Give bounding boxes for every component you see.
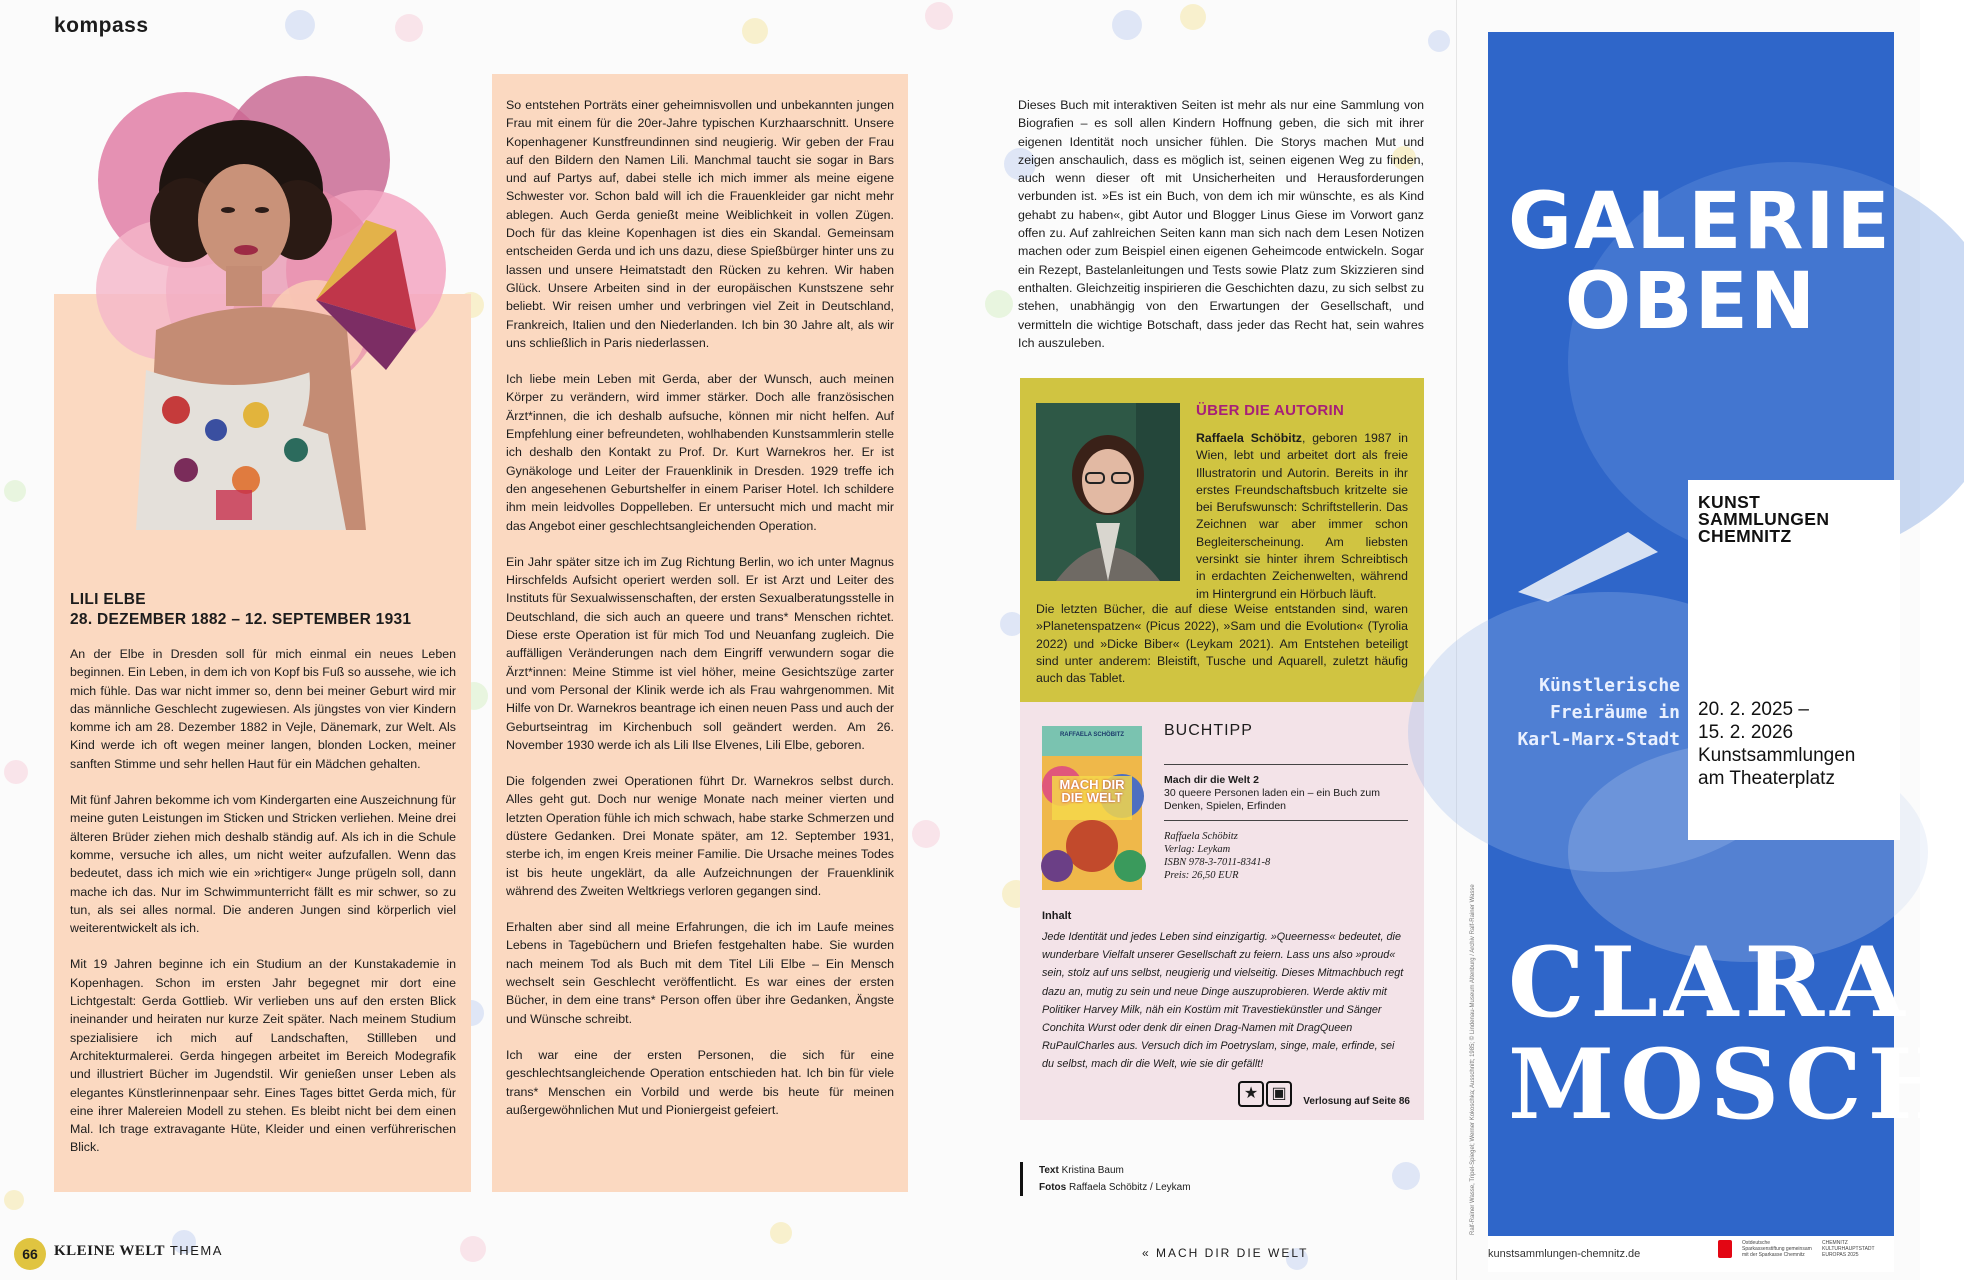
artist-name: [1508, 926, 1964, 1141]
article-column-2: [506, 96, 894, 1137]
paragraph: Ein Jahr später sitze ich im Zug Richtung Berlin, wo ich unter Magnus Hirschfelds Aufsicht operiert werden soll. Er ist Arzt und Leiter des Instituts für Sexualwissenschaften, der ersten Sexualberatungsstelle in Deutschland, die sich auch an queere und trans* Menschen richtet. Diese erste Operation ist für mich Tod und Neuanfang zugleich. Die auffälligen Veränderungen nach dem Eingriff verwundern sogar die Ärzt*innen: Meine Stimme ist viel höher, meine Gesichtszüge zarter und vom Personal der Klinik werde ich als Frau wahrgenommen. Mit Hilfe von Dr. Warnekros beantrage ich einen neuen Pass und auch der Geburtseintrag im Kirchenbuch soll geändert werden. Am 26. November 1930 werde ich als Lili Ilse Elvenes, Lili Elbe, geboren.: [506, 554, 894, 752]
exhibition-title-line: Karl-Marx-Stadt: [1517, 729, 1680, 750]
article-column-1: [70, 645, 456, 1175]
buchtipp-box: [1020, 702, 1424, 1120]
verlosung-icons: [1238, 1081, 1292, 1107]
ad-headline-line1: GALERIE: [1508, 177, 1892, 267]
ad-headline: [1508, 177, 1892, 347]
exhibition-title: [1488, 672, 1680, 753]
page-number: 66: [14, 1238, 46, 1270]
institution-line: KUNST: [1698, 492, 1761, 512]
credit-photo-label: Fotos: [1039, 1182, 1067, 1193]
exhibition-title-line: Künstlerische: [1539, 675, 1680, 696]
ad-sponsor-logos: [1718, 1240, 1892, 1258]
partner-text: CHEMNITZ KULTURHAUPTSTADT EUROPAS 2025: [1822, 1240, 1875, 1258]
divider: [1164, 764, 1408, 765]
magazine-logo-text: kompass: [54, 14, 149, 37]
author-box-title: ÜBER DIE AUTORIN: [1196, 402, 1345, 419]
book-author: Raffaela Schöbitz: [1164, 831, 1238, 842]
book-cover-title: MACH DIR DIE WELT: [1059, 777, 1125, 805]
credit-text-value: Kristina Baum: [1061, 1165, 1124, 1176]
author-name: Raffaela Schöbitz: [1196, 431, 1302, 445]
verlosung-note: Verlosung auf Seite 86: [1303, 1096, 1410, 1107]
artist-name-line1: CLARA: [1508, 926, 1911, 1039]
book-meta: [1164, 830, 1270, 882]
footer-brand: KLEINE WELT: [54, 1243, 165, 1259]
person-dates: 28. DEZEMBER 1882 – 12. SEPTEMBER 1931: [70, 611, 412, 628]
author-photo: [1036, 403, 1180, 581]
artist-name-line2: MOSCH: [1508, 1028, 1964, 1141]
book-title: Mach dir die Welt 2: [1164, 774, 1259, 786]
ad-headline-line2: OBEN: [1564, 257, 1818, 347]
ad-image-credit: Ralf-Rainer Wasse, Tripel-Spiegel; Werner Kokoschka; Ausschnitt; 1985; © Lindenau-Museum Altenburg / Archiv Ralf-Rainer Wasse: [1470, 884, 1476, 1235]
paragraph: Mit 19 Jahren beginne ich ein Studium an der Kunstakademie in Kopenhagen. Schon im ersten Jahr begegnet mir dort eine Lichtgestalt: Gerda Gottlieb. Wir verlieben uns auf den ersten Blick ineinander und heiraten nur kurze Zeit später. Nach meinem Studium spezialisiere ich mich auf Landschaften, Stillleben und Architekturmalerei. Gerda hingegen arbeitet im Bereich Modegrafik und illustriert Bücher im Jugendstil. Wir genießen unser Leben als elegantes Künstlerinnenpaar sehr. Eines Tages bittet Gerda mich, für eine ihrer Malereien Modell zu stehen. Es bleibt nicht bei dem einen Mal. Ich trage extravagante Hüte, Kleider und einen verführerischen Blick.: [70, 957, 456, 1155]
credit-text-label: Text: [1039, 1165, 1059, 1176]
advertisement: [1488, 32, 1964, 1236]
book-cover: [1042, 726, 1142, 890]
inhalt-text: Jede Identität und jedes Leben sind einzigartig. »Queerness« bedeutet, die wunderbare Vielfalt unserer Gesellschaft zu feiern. Lass uns also »proud« sein, stolz auf uns selbst, neugierig und vielseitig. Dieses Mitmachbuch regt dazu an, mutig zu sein und neue Dinge auszuprobieren. Werde aktiv mit Politiker Harvey Milk, näh ein Kostüm mit Travestiekünstler und Sänger Conchita Wurst oder denk dir einen Drag-Namen mit DragQueen RuPaulCharles aus. Versuch dich im Poetryslam, singe, male, erfinde, sei du selbst, mach dir die Welt, wie sie dir gefällt!: [1042, 931, 1404, 1071]
date-end: 15. 2. 2026: [1698, 722, 1794, 743]
prize-gift-icon: ▣: [1266, 1081, 1292, 1107]
footer-section-name: THEMA: [169, 1243, 223, 1258]
institution-name: [1698, 494, 1829, 545]
author-bio-full: Die letzten Bücher, die auf diese Weise entstanden sind, waren »Planetenspatzen« (Picus 2022), »Sam und die Evolution« (Tyrolia 2022) und »Dicke Biber« (Leykam 2021). Am Entstehen beteiligt sind unter anderem: Bleistift, Tusche und Aquarell, zuletzt häufig auch das Tablet.: [1036, 602, 1408, 686]
page-gutter: [1456, 0, 1457, 1280]
institution-line: SAMMLUNGEN: [1698, 509, 1830, 529]
institution-line: CHEMNITZ: [1698, 526, 1792, 546]
person-name: LILI ELBE: [70, 591, 146, 608]
magazine-logo: [54, 14, 149, 38]
prize-star-icon: ★: [1238, 1081, 1264, 1107]
paragraph: Ich liebe mein Leben mit Gerda, aber der Wunsch, auch meinen Körper zu verändern, wird immer stärker. Doch alle französischen Ärzt*innen, die ich deshalb aufsuche, können mir nicht helfen. Auf Empfehlung einer befreundeten, wohlhabenden Kunstsammlerin stelle ich deshalb den Kontakt zu Prof. Dr. Kurt Warnekros her. Er ist Gynäkologe und Leiter der Frauenklinik in Dresden. 1929 treffe ich den angesehenen Geburtshelfer in einem Pariser Hotel. Ich schildere ihm mein leidvolles Doppelleben. Er untersucht mich und macht mir das Angebot einer geschlechtsangleichenden Operation.: [506, 372, 894, 533]
exhibition-title-line: Freiräume in: [1549, 702, 1680, 723]
venue-line: Kunstsammlungen: [1698, 745, 1856, 766]
ad-url[interactable]: kunstsammlungen-chemnitz.de: [1488, 1248, 1641, 1260]
book-info: [1164, 774, 1408, 813]
book-cover-art: [1042, 726, 1142, 890]
paragraph: Dieses Buch mit interaktiven Seiten ist mehr als nur eine Sammlung von Biografien – es soll allen Kindern Hoffnung geben, die sich mit ihrer eigenen Identität noch unsicher fühlen. Die Storys machen Mut und zeigen anschaulich, dass es möglich ist, seinen eigenen Weg zu finden, auch wenn dieser oft mit Unsicherheiten und Herausforderungen verbunden ist. »Es ist ein Buch, von dem ich mir wünschte, es als Kind gehabt zu haben«, gibt Autor und Blogger Linus Giese im Vorwort ganz offen zu. Auf zahlreichen Seiten kann man sich nach dem Lesen Notizen machen oder zum Beispiel einen eigenen Geheimcode entwickeln. Sogar ein Rezept, Bastelanleitungen und Tests sowie Platz zum Skizzieren sind enthalten. Gleichzeitig inspirieren die Geschichten dazu, zu sich selbst zu stehen, unabhängig von den Erwartungen der Gesellschaft, und vermitteln die wichtige Botschaft, dass jeder das Recht hat, sein wahres Ich auszuleben.: [1018, 98, 1424, 350]
sparkasse-logo-icon: [1718, 1240, 1732, 1258]
article-credits: [1020, 1162, 1191, 1196]
paragraph: Ich war eine der ersten Personen, die sich für eine geschlechtsangleichende Operation entschieden hat. Ich bin für viele trans* Menschen ein Vorbild und werde bis heute für meinen außergewöhnlichen Mut und Pioniergeist gefeiert.: [506, 1047, 894, 1117]
book-isbn: ISBN 978-3-7011-8341-8: [1164, 857, 1271, 868]
author-bio-side: [1196, 430, 1408, 603]
buchtipp-heading: BUCHTIPP: [1164, 722, 1253, 739]
footer-article-title: « MACH DIR DIE WELT: [1142, 1246, 1309, 1260]
paragraph: An der Elbe in Dresden soll für mich einmal ein neues Leben beginnen. Ein Leben, in dem ich von Kopf bis Fuß so aussehe, wie ich mich fühle. Das war nicht immer so, denn bei meiner Geburt wird mir das männliche Geschlecht zugewiesen. Als jüngstes von vier Kindern komme ich am 28. Dezember 1882 in Vejle, Dänemark, zur Welt. Als Kind werde ich oft wegen meiner langen, blonden Locken, meiner sanften Stimme und sehr hellen Haut für ein Mädchen gehalten.: [70, 647, 456, 771]
article-column-3: [1018, 96, 1424, 370]
book-cover-author: RAFFAELA SCHÖBITZ: [1059, 732, 1125, 738]
book-subtitle: 30 queere Personen laden ein – ein Buch zum Denken, Spielen, Erfinden: [1164, 787, 1380, 812]
author-box: [1020, 378, 1424, 702]
divider: [1164, 820, 1408, 821]
ad-footer: [1488, 1236, 1894, 1272]
paragraph: Erhalten aber sind all meine Erfahrungen, die ich im Laufe meines Lebens in Tagebüchern und Briefen festgehalten habe. Sie wurden nach meinem Tod als Buch mit dem Titel Lili Elbe – Ein Mensch wechselt sein Geschlecht veröffentlicht. Es war eines der ersten Bücher, in dem eine trans* Person offen über ihre Gedanken, Ängste und Wünsche schreibt.: [506, 920, 894, 1026]
exhibition-dates: [1698, 698, 1855, 790]
venue-line: am Theaterplatz: [1698, 768, 1835, 789]
sponsor-text: Ostdeutsche Sparkassenstiftung gemeinsam mit der Sparkasse Chemnitz: [1742, 1240, 1812, 1258]
book-publisher: Verlag: Leykam: [1164, 844, 1231, 855]
author-portrait-image: [1036, 403, 1180, 581]
person-heading: [70, 590, 411, 630]
author-bio-text: , geboren 1987 in Wien, lebt und arbeitet dort als freie Illustratorin und Autorin. Bereits in ihr erstes Freundschaftsbuch kritzelte sie bei Berufswunsch: Schriftstellerin. Das Zeichnen war aber immer schon Begleiterscheinung. Am liebsten versinkt sie hinter ihrem Schreibtisch in erdachten Zeichenwelten, während im Hintergrund ein Hörbuch läuft.: [1196, 431, 1408, 601]
paragraph: Mit fünf Jahren bekomme ich vom Kindergarten eine Auszeichnung für meine guten Leistungen im Sticken und Stricken verliehen. Meine drei älteren Brüder ziehen mich deshalb ständig auf. Als ich in die Schule komme, versuche ich alles, um nicht weiter aufzufallen. Wenn das bedeutet, dass ich mich wie ein »richtiger« Junge prügeln soll, dann mache ich das. Nur im Schwimmunterricht fällt es mir schwer, so zu tun, als sei alles normal. Die anderen Jungen sind körperlich viel weiterentwickelt als ich.: [70, 793, 456, 936]
credit-photo-value: Raffaela Schöbitz / Leykam: [1069, 1182, 1191, 1193]
lili-elbe-illustration: [66, 70, 436, 540]
ad-info-box: [1688, 480, 1900, 840]
footer-section: [54, 1243, 223, 1260]
paragraph: So entstehen Porträts einer geheimnisvollen und unbekannten jungen Frau mit einem für die 20er-Jahre typischen Kurzhaarschnitt. Unsere Kopenhagener Kunstfreundinnen sind neugierig. Wir geben der Frau auf den Bildern den Namen Lili. Manchmal taucht sie sogar in Bars und auf Partys auf, dabei stelle ich mich immer als meine eigene Schwester vor. Schon bald will ich die Frauenkleider gar nicht mehr ablegen. Auch Gerda genießt meine Weiblichkeit in vollen Zügen. Doch für das kleine Kopenhagen ist dies ein Skandal. Gemeinsam entscheiden Gerda und ich uns dazu, diese Spießbürger hinter uns zu lassen und unsere Heimatstadt den Rücken zu kehren. Wir haben Glück. Unsere Arbeiten sind in der europäischen Kunstszene sehr beliebt. Wir reisen umher und verbringen viel Zeit in Deutschland, Frankreich, Italien und den Niederlanden. Ich bin 30 Jahre alt, als wir uns schließlich in Paris niederlassen.: [506, 98, 894, 350]
inhalt-label: Inhalt: [1042, 910, 1072, 922]
date-start: 20. 2. 2025 –: [1698, 699, 1809, 720]
paragraph: Die folgenden zwei Operationen führt Dr. Warnekros selbst durch. Alles geht gut. Doch nur wenige Monate nach meiner vierten und letzten Operation fühle ich mich schwach, habe starke Schmerzen und düstere Gedanken. Drei Monate später, am 12. September 1931, sterbe ich, im engen Kreis meiner Familie. Die Ursache meines Todes ist bis heute ungeklärt, da alle Aufzeichnungen der Frauenklinik während des Zweiten Weltkriegs verloren gegangen sind.: [506, 774, 894, 898]
book-price: Preis: 26,50 EUR: [1164, 870, 1239, 881]
